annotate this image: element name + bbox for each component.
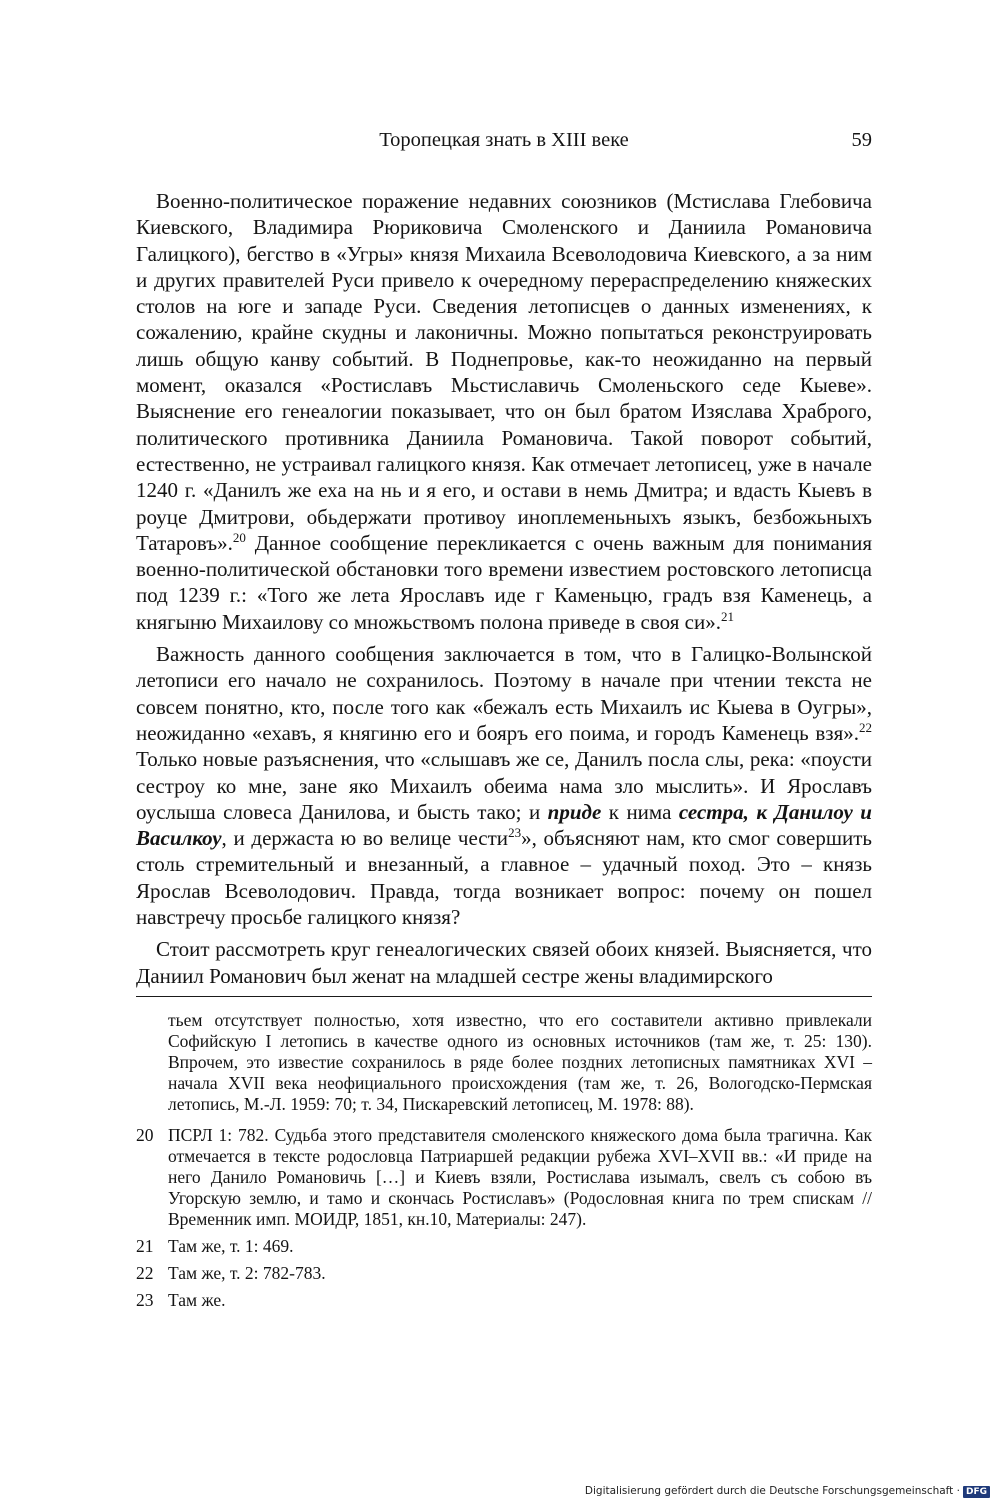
emphasis-pride: приде: [547, 799, 602, 824]
paragraph-2-text-e: », объясняют нам, кто смог совершить столь стремительный и внезанный, а главное – удачный поход. Это – князь Ярослав Всеволодович. Правда, тогда возникает вопрос: почему он пошел навстречу просьбе галицкого князя?: [136, 826, 872, 930]
footnote-continuation: тьем отсутствует полностью, хотя известно, что его составители активно привлекали Софийскую I летопись в качестве одного из основных источников (там же, т. 25: 130). Впрочем, это известие сохранилось в ряде более поздних летописных памятниках XVI – начала XVII века неофициального происхождения (там же, т. 26, Вологодско-Пермская летопись, М.-Л. 1959: 70; т. 34, Пискаревский летописец, М. 1978: 88).: [168, 1010, 872, 1114]
paragraph-1-text-b: Данное сообщение перекликается с очень важным для понимания военно-политической обстановки того времени известием ростовского летописца под 1239 г.: «Того же лета Ярославъ иде г Каменьцю, градъ взя Каменець, а княгыню Михаилову со множьствомъ полона приведе в своя си».: [136, 530, 872, 634]
paragraph-3: Стоит рассмотреть круг генеалогических связей обоих князей. Выясняется, что Даниил Романович был женат на младшей сестре жены владимирского: [136, 937, 872, 988]
footnote-text: Там же, т. 2: 782-783.: [168, 1263, 326, 1283]
footnote-ref-21[interactable]: 21: [720, 608, 734, 624]
footnote-ref-22[interactable]: 22: [858, 719, 872, 735]
credit-text: Digitalisierung gefördert durch die Deutsche Forschungsgemeinschaft ·: [584, 1485, 960, 1497]
paragraph-2-text-c: к нима: [601, 799, 679, 824]
paragraph-2-text-d: , и держаста ю во велице чести: [221, 826, 509, 851]
paragraph-2: [136, 641, 872, 930]
footnote-number: 22: [136, 1263, 154, 1283]
footnote-separator: [136, 996, 872, 997]
emphasis-sestra: сестра, к Данилоу и Василкоу: [136, 799, 872, 851]
footnote-ref-20[interactable]: 20: [232, 529, 246, 545]
paragraph-2-text-b: Только новые разъяснения, что «слышавъ же се, Данилъ посла слы, река: «поусти сестроу ко мне, зане яко Михаилъ обеима нама зло мыслить». И Ярославъ оуслыша словеса Данилова, и бысть тако; и: [136, 747, 872, 824]
footnote-21: [136, 1236, 872, 1257]
footnotes: [136, 1010, 872, 1317]
footnote-23: [136, 1290, 872, 1311]
footnote-number: 20: [136, 1125, 154, 1145]
footnote-number: 21: [136, 1236, 154, 1256]
footnote-text: Там же, т. 1: 469.: [168, 1236, 294, 1256]
dfg-logo: DFG: [963, 1486, 990, 1498]
footnote-22: [136, 1263, 872, 1284]
main-text: [136, 188, 872, 995]
footnote-number: 23: [136, 1290, 154, 1310]
footnote-ref-23[interactable]: 23: [508, 825, 522, 841]
paragraph-2-text-a: Важность данного сообщения заключается в том, что в Галицко-Волынской летописи его начало не сохранилось. Поэтому в начале при чтении текста не совсем понятно, кто, после того как «бежалъ есть Михаилъ ис Кыева в Оугры», неожиданно «ехавъ, я княгиню его и бояръ его поима, и городъ Каменець взя».: [136, 642, 872, 745]
footnote-text: ПСРЛ 1: 782. Судьба этого представителя смоленского княжеского дома была трагична. Как отмечается в тексте родословца Патриаршей редакции рубежа XVI–XVII вв.: «И приде на него Данило Романовичь […] и Киевъ взяли, Ростислава изымалъ, свелъ съ собою въ Угорскую землю, и тамо и скончась Ростиславъ» (Родословная книга по трем спискам // Временник имп. МОИДР, 1851, кн.10, Материалы: 247).: [168, 1125, 872, 1229]
digitization-credit: [585, 1485, 990, 1498]
paragraph-1-text-a: Военно-политическое поражение недавних союзников (Мстислава Глебовича Киевского, Владимира Рюриковича Смоленского и Даниила Романовича Галицкого), бегство в «Угры» князя Михаила Всеволодовича Киевского, а за ним и других правителей Руси привело к очередному перераспределению княжеских столов на юге и западе Руси. Сведения летописцев о данных изменениях, к сожалению, крайне скудны и лаконичны. Можно попытаться реконструировать лишь общую канву событий. В Поднепровье, как-то неожиданно на первый момент, оказался «Ростиславъ Мьстиславичь Смоленьского седе Кыеве». Выяснение его генеалогии показывает, что он был братом Изяслава Храброго, политического противника Даниила Романовича. Такой поворот событий, естественно, не устраивал галицкого князя. Как отмечает летописец, уже в начале 1240 г. «Данилъ же еха на нь и я его, и остави в немь Дмитра; и вдасть Кыевъ в роуце Дмитрови, обьдержати противоу иноплеменьныхъ языкъ, безбожьныхъ Татаровъ».: [136, 189, 872, 555]
paragraph-1: [136, 188, 872, 635]
footnote-20: [136, 1125, 872, 1230]
running-title: Торопецкая знать в XIII веке: [379, 129, 629, 151]
page-number: 59: [851, 129, 872, 151]
footnote-text: Там же.: [168, 1290, 226, 1310]
